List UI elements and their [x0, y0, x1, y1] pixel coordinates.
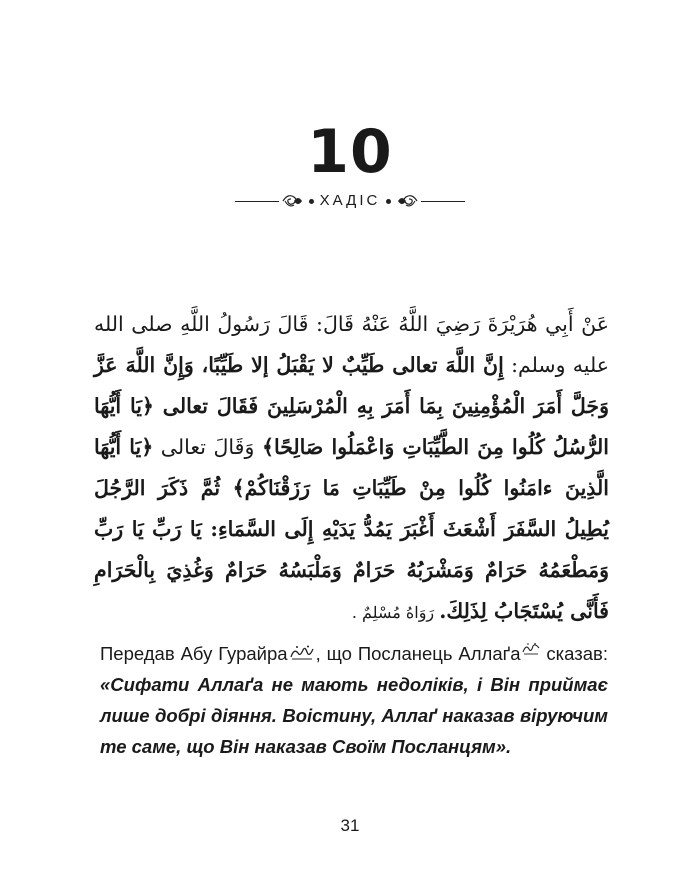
arabic-isnad: عَنْ أَبِي هُرَيْرَةَ رَضِيَ اللَّهُ عَنْهُ قَالَ: قَالَ رَسُولُ اللَّهِ صلى الله عليه وسلم: — [94, 312, 609, 377]
arabic-source: رَوَاهُ مُسْلِمٌ . — [351, 603, 440, 622]
radiyallahu-anhu-ligature-icon — [289, 644, 315, 662]
section-label: ХАДІС — [319, 192, 381, 209]
floral-ornament-right-icon — [397, 191, 419, 211]
arabic-matn-part-1: إِنَّ اللَّهَ تعالى طَيِّبٌ لا يَقْبَلُ إلا طَيِّبًا، وَإِنَّ اللَّهَ عَزَّ وَجَلَّ أَمَرَ الْمُؤْمِنِينَ بِمَا أَمَرَ بِهِ الْمُرْسَلِينَ فَقَالَ تعالى ﴿يَا أَيُّهَا الرُّسُلُ كُلُوا مِنَ الطَّيِّبَاتِ وَاعْمَلُوا صَالِحًا﴾ — [94, 353, 610, 459]
divider-dot-left — [309, 199, 314, 204]
ukrainian-translation — [100, 638, 608, 762]
floral-ornament-left-icon — [281, 191, 303, 211]
section-divider — [0, 188, 700, 214]
hadith-number: 10 — [307, 117, 393, 187]
sallallahu-alayhi-wasallam-ligature-icon — [522, 642, 540, 656]
translation-intro-1: Передав Абу Гурайра — [100, 643, 288, 664]
divider-rule-left — [235, 201, 279, 202]
arabic-connector: وَقَالَ تعالى — [153, 435, 262, 459]
arabic-matn-part-2: ﴿يَا أَيُّهَا الَّذِينَ ءامَنُوا كُلُوا مِنْ طَيِّبَاتِ مَا رَزَقْنَاكُمْ﴾ ثُمَّ ذَكَرَ الرَّجُلَ يُطِيلُ السَّفَرَ أَشْعَثَ أَغْبَرَ يَمُدُّ يَدَيْهِ إِلَى السَّمَاءِ: يَا رَبِّ يَا رَبِّ وَمَطْعَمُهُ حَرَامٌ وَمَشْرَبُهُ حَرَامٌ وَمَلْبَسُهُ حَرَامٌ وَغُذِيَ بِالْحَرَامِ فَأَنَّى يُسْتَجَابُ لِذَلِكَ. — [94, 435, 609, 623]
translation-intro-2: , що Посланець Аллаґа — [315, 643, 521, 664]
arabic-hadith-text — [94, 304, 609, 633]
divider-dot-right — [386, 199, 391, 204]
page-number: 31 — [340, 816, 360, 835]
divider-rule-right — [421, 201, 465, 202]
translation-quote: «Сифати Аллаґа не мають недоліків, і Він приймає лише добрі діяння. Воістину, Аллаґ наказав віруючим те саме, що Він наказав Своїм Посланцям». — [100, 674, 608, 757]
translation-intro-3: сказав: — [540, 643, 608, 664]
